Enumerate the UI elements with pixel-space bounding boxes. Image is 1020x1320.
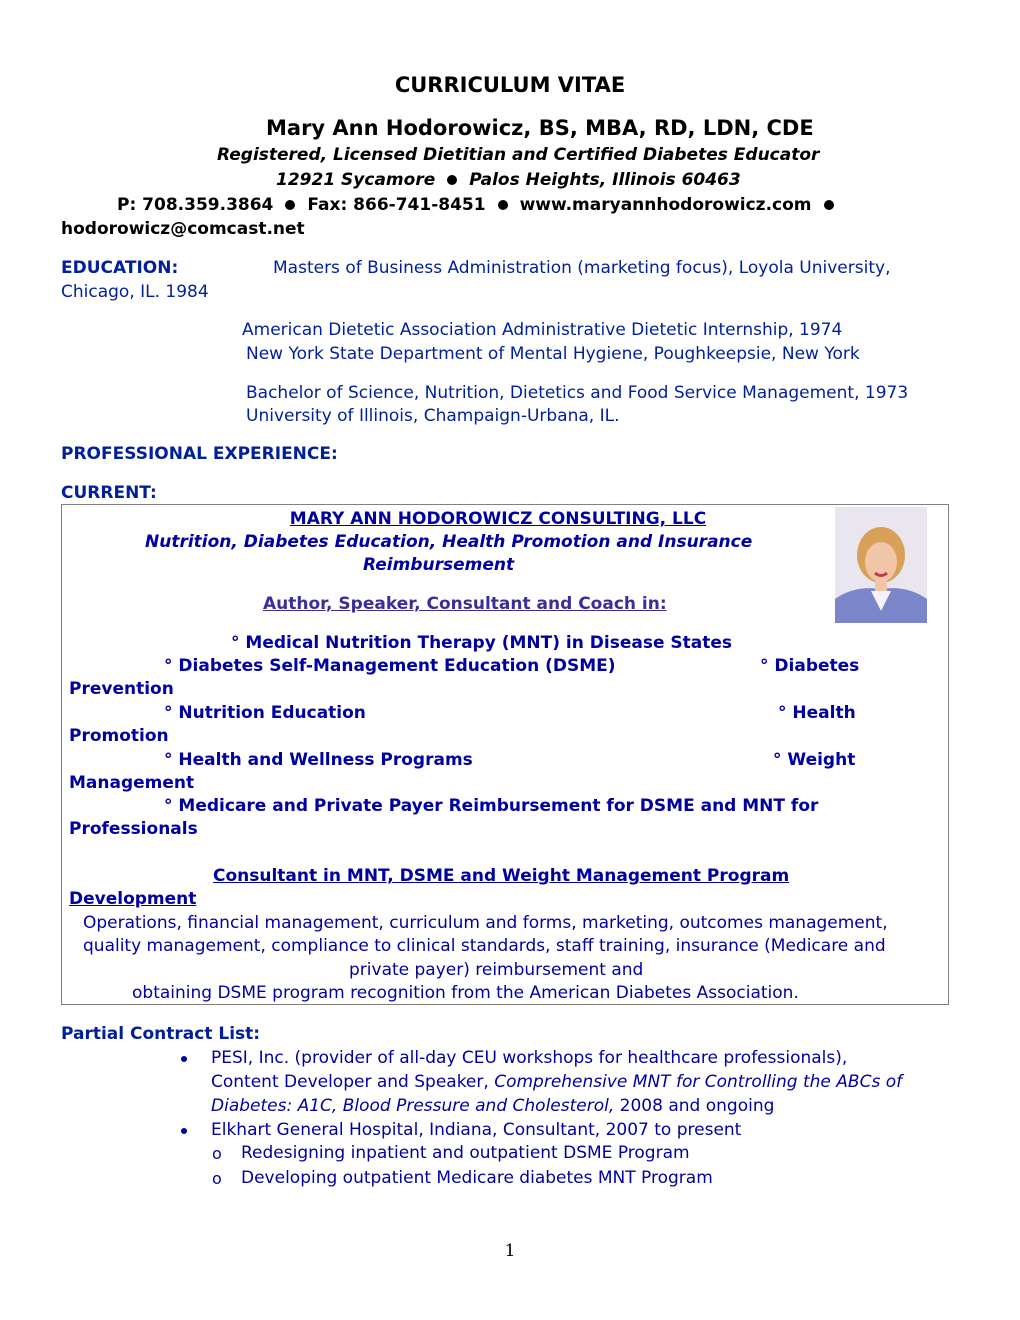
bullet-icon bbox=[181, 1128, 187, 1134]
consultant-desc-2: quality management, compliance to clinical standards, staff training, insurance (Medicare and bbox=[83, 936, 886, 956]
experience-label: PROFESSIONAL EXPERIENCE: bbox=[61, 444, 338, 464]
consultant-desc-1: Operations, financial management, curriculum and forms, marketing, outcomes management, bbox=[83, 913, 888, 933]
service-health-promotion-b: Promotion bbox=[69, 726, 169, 746]
service-reimbursement-b: Professionals bbox=[69, 819, 198, 839]
phone: P: 708.359.3864 bbox=[117, 195, 274, 215]
company-tagline-2: Reimbursement bbox=[363, 555, 515, 575]
service-dsme: ° Diabetes Self-Management Education (DSME) bbox=[164, 656, 616, 676]
education-internship-line1: American Dietetic Association Administrative Dietetic Internship, 1974 bbox=[242, 320, 843, 340]
cv-title: CURRICULUM VITAE bbox=[394, 73, 626, 97]
company-name: MARY ANN HODOROWICZ CONSULTING, LLC bbox=[289, 509, 707, 529]
contract-elkhart-sub2: Developing outpatient Medicare diabetes MNT Program bbox=[241, 1168, 713, 1188]
contract-pesi-line1: PESI, Inc. (provider of all-day CEU workshops for healthcare professionals), bbox=[211, 1048, 848, 1068]
bullet-dot-icon bbox=[498, 200, 508, 210]
contact-line bbox=[117, 195, 846, 215]
contract-pesi-course-a: Comprehensive MNT for Controlling the ABCs of bbox=[494, 1072, 903, 1092]
credentials-subtitle: Registered, Licensed Dietitian and Certified Diabetes Educator bbox=[217, 145, 820, 165]
service-nutrition-education: ° Nutrition Education bbox=[164, 703, 366, 723]
bullet-dot-icon bbox=[824, 200, 834, 210]
education-bs-line1: Bachelor of Science, Nutrition, Dietetics and Food Service Management, 1973 bbox=[246, 383, 909, 403]
website-link[interactable]: www.maryannhodorowicz.com bbox=[519, 195, 812, 215]
circle-bullet-icon: o bbox=[212, 1169, 222, 1188]
service-weight-management-b: Management bbox=[69, 773, 195, 793]
contract-elkhart-sub1: Redesigning inpatient and outpatient DSME Program bbox=[241, 1143, 690, 1163]
education-internship-line2: New York State Department of Mental Hygiene, Poughkeepsie, New York bbox=[246, 344, 860, 364]
education-bs-line2: University of Illinois, Champaign-Urbana, IL. bbox=[246, 406, 620, 426]
education-label: EDUCATION: bbox=[61, 258, 179, 278]
contracts-label: Partial Contract List: bbox=[61, 1024, 261, 1044]
contract-pesi-line3 bbox=[211, 1096, 774, 1116]
consultant-heading-1: Consultant in MNT, DSME and Weight Management Program bbox=[213, 866, 790, 886]
contract-pesi-role: Content Developer and Speaker, bbox=[211, 1072, 495, 1092]
contract-pesi-course-b: Diabetes: A1C, Blood Pressure and Cholesterol, bbox=[211, 1096, 615, 1116]
contract-pesi-dates: 2008 and ongoing bbox=[614, 1096, 775, 1116]
address-city: Palos Heights, Illinois 60463 bbox=[469, 170, 741, 190]
consultant-heading-2: Development bbox=[69, 889, 197, 909]
service-wellness: ° Health and Wellness Programs bbox=[164, 750, 473, 770]
person-name: Mary Ann Hodorowicz, BS, MBA, RD, LDN, CDE bbox=[266, 116, 814, 140]
service-diabetes-prevention-a: ° Diabetes bbox=[760, 656, 860, 676]
current-label: CURRENT: bbox=[61, 483, 157, 503]
service-weight-management-a: ° Weight bbox=[773, 750, 856, 770]
bullet-dot-icon bbox=[447, 175, 457, 185]
address-street: 12921 Sycamore bbox=[276, 170, 436, 190]
bullet-dot-icon bbox=[285, 200, 295, 210]
address-line bbox=[276, 170, 741, 190]
company-tagline-1: Nutrition, Diabetes Education, Health Promotion and Insurance bbox=[145, 532, 753, 552]
circle-bullet-icon: o bbox=[212, 1144, 222, 1163]
education-mba-line1: Masters of Business Administration (marketing focus), Loyola University, bbox=[273, 258, 891, 278]
service-mnt: ° Medical Nutrition Therapy (MNT) in Disease States bbox=[231, 633, 733, 653]
consultant-desc-4: obtaining DSME program recognition from the American Diabetes Association. bbox=[132, 983, 799, 1003]
education-mba-line2: Chicago, IL. 1984 bbox=[61, 282, 209, 302]
email-link[interactable]: hodorowicz@comcast.net bbox=[61, 219, 305, 239]
fax: Fax: 866-741-8451 bbox=[307, 195, 486, 215]
contract-elkhart: Elkhart General Hospital, Indiana, Consultant, 2007 to present bbox=[211, 1120, 742, 1140]
contract-pesi-line2 bbox=[211, 1072, 902, 1092]
page-number: 1 bbox=[504, 1241, 516, 1261]
service-diabetes-prevention-b: Prevention bbox=[69, 679, 174, 699]
bullet-icon bbox=[181, 1056, 187, 1062]
consultant-desc-3: private payer) reimbursement and bbox=[349, 960, 644, 980]
roles-heading: Author, Speaker, Consultant and Coach in: bbox=[263, 594, 667, 614]
service-health-promotion-a: ° Health bbox=[778, 703, 856, 723]
service-reimbursement-a: ° Medicare and Private Payer Reimbursement for DSME and MNT for bbox=[164, 796, 819, 816]
